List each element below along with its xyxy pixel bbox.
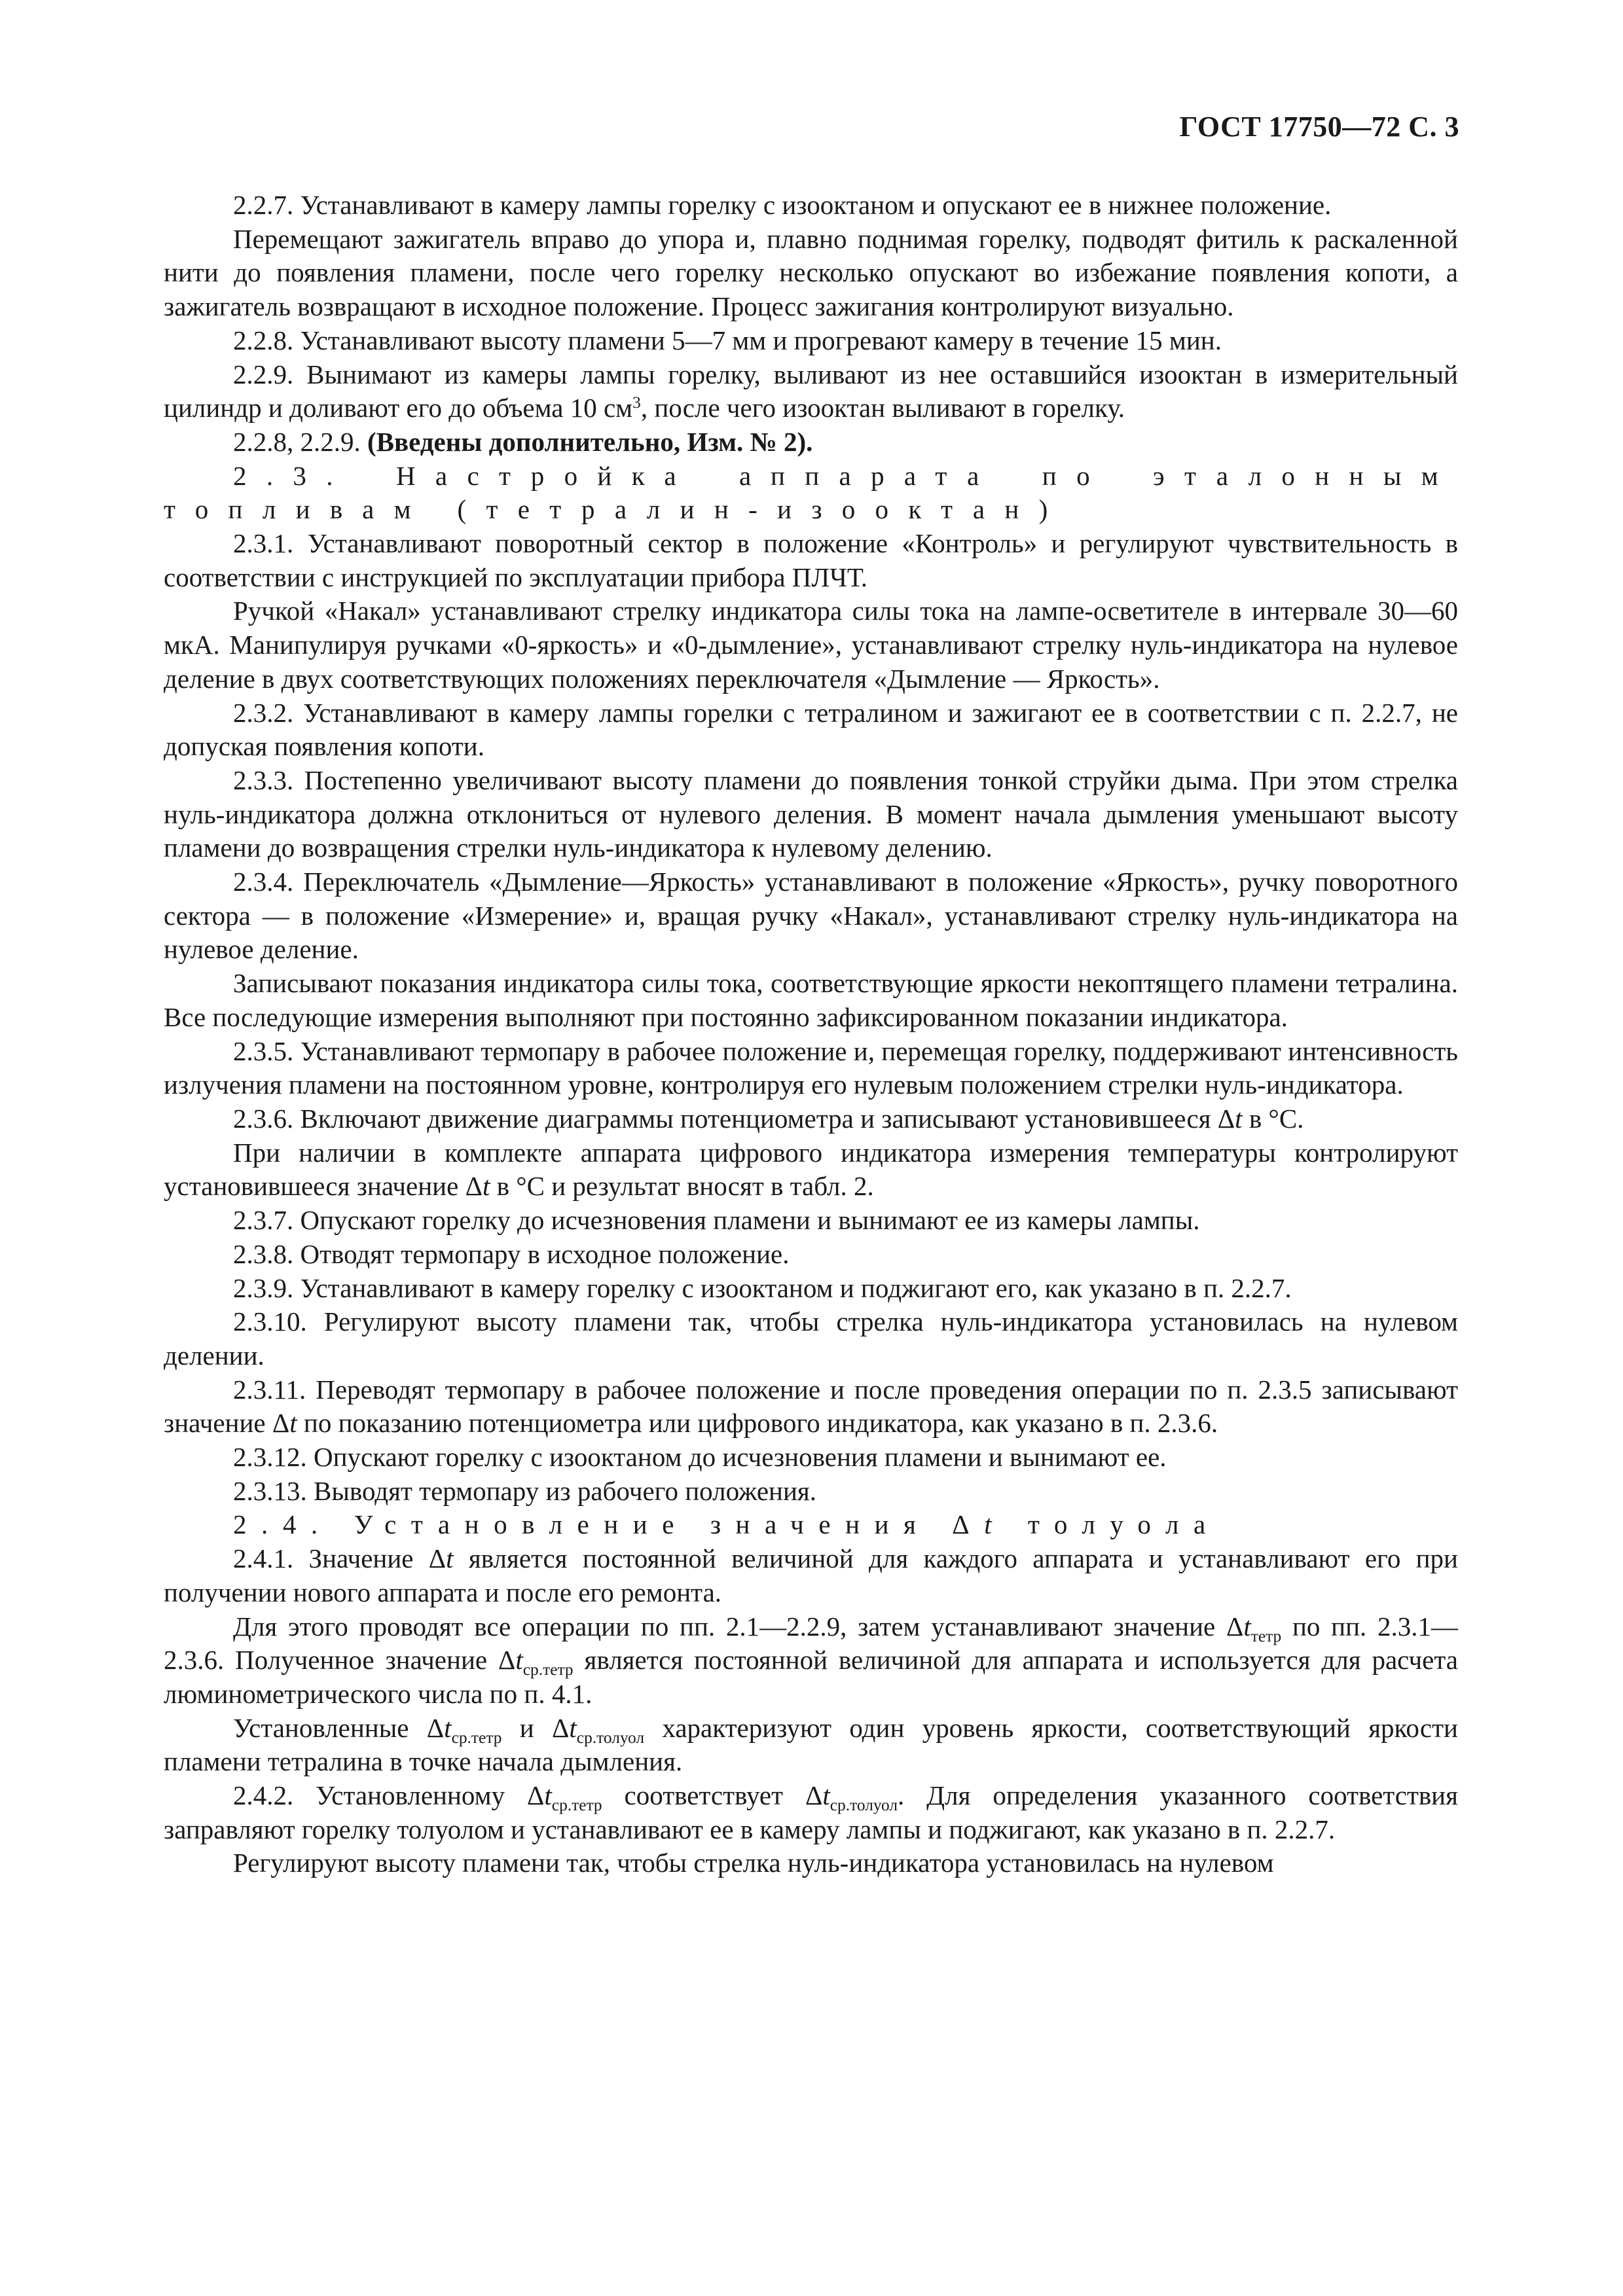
- paragraph: 2.3.7. Опускают горелку до исчезновения пламени и вынимают ее из камеры лампы.: [233, 1205, 1200, 1236]
- paragraph: При наличии в комплекте аппарата цифрового индикатора измерения температуры контролируют установившееся значение Δt в °С и результат вносят в табл. 2.: [164, 1137, 1458, 1202]
- paragraph: 2.4.1. Значение Δt является постоянной величиной для каждого аппарата и устанавливают его при получении нового аппарата и после его ремонта.: [164, 1543, 1459, 1607]
- document-body: [164, 188, 1458, 1880]
- paragraph: 2.3.13. Выводят термопару из рабочего положения.: [233, 1475, 817, 1506]
- paragraph: Ручкой «Накал» устанавливают стрелку индикатора силы тока на лампе-осветителе в интервале 30—60 мкА. Манипулируя ручками «0-яркость» и «0-дымление», устанавливают стрелку нуль-индикатора на нулевое деление в двух соответствующих положениях переключателя «Дымление — Яркость».: [164, 596, 1458, 694]
- paragraph: 2.3.12. Опускают горелку с изооктаном до исчезновения пламени и вынимают ее.: [233, 1442, 1167, 1473]
- paragraph: 2.3.8. Отводят термопару в исходное положение.: [233, 1238, 790, 1269]
- paragraph: 2.4.2. Установленному $\Delta t_{ср.тетр}$ соответствует $\Delta t_{ср.толуол}$. Для определения указанного соответствия заправляют горелку толуолом и устанавливают ее в камеру лампы и поджигают, как указано в п. 2.2.7.: [164, 1780, 1458, 1844]
- paragraph: Установленные $\Delta t_{ср.тетр}$ и $\Delta t_{ср.толуол}$ характеризуют один уровень яркости, соответствующий яркости пламени тетралина в точке начала дымления.: [164, 1712, 1458, 1777]
- page-header: ГОСТ 17750—72 С. 3: [1179, 111, 1459, 143]
- paragraph: 2.3.5. Устанавливают термопару в рабочее положение и, перемещая горелку, поддерживают интенсивность излучения пламени на постоянном уровне, контролируя его нулевым положением стрелки нуль-индикатора.: [164, 1035, 1458, 1100]
- paragraph: Записывают показания индикатора силы тока, соответствующие яркости некоптящего пламени тетралина. Все последующие измерения выполняют при постоянно зафиксированном показании индикатора.: [164, 968, 1458, 1032]
- section-heading: 2.4. Установление значения Δt толуола: [233, 1509, 1220, 1540]
- paragraph: 2.2.8, 2.2.9. (Введены дополнительно, Изм. № 2).: [233, 426, 813, 457]
- paragraph: 2.3.1. Устанавливают поворотный сектор в положение «Контроль» и регулируют чувствительность в соответствии с инструкцией по эксплуатации прибора ПЛЧТ.: [164, 528, 1458, 592]
- paragraph: 2.2.8. Устанавливают высоту пламени 5—7 мм и прогревают камеру в течение 15 мин.: [233, 325, 1222, 355]
- paragraph: Регулируют высоту пламени так, чтобы стрелка нуль-индикатора установилась на нулевом: [233, 1848, 1274, 1878]
- paragraph: 2.3.2. Устанавливают в камеру лампы горелки с тетралином и зажигают ее в соответствии с п. 2.2.7, не допуская появления копоти.: [164, 697, 1458, 762]
- paragraph: Для этого проводят все операции по пп. 2.1—2.2.9, затем устанавливают значение $\Delta t_{тетр}$ по пп. 2.3.1—2.3.6. Полученное значение $\Delta t_{ср.тетр}$ является постоянной величиной для аппарата и используется для расчета люминометрического числа по п. 4.1.: [164, 1611, 1458, 1709]
- paragraph: 2.3.3. Постепенно увеличивают высоту пламени до появления тонкой струйки дыма. При этом стрелка нуль-индикатора должна отклониться от нулевого деления. В момент начала дымления уменьшают высоту пламени до возвращения стрелки нуль-индикатора к нулевому делению.: [164, 764, 1458, 863]
- paragraph: 2.3.9. Устанавливают в камеру горелку с изооктаном и поджигают его, как указано в п. 2.2.7.: [233, 1272, 1292, 1303]
- paragraph: 2.2.7. Устанавливают в камеру лампы горелку с изооктаном и опускают ее в нижнее положение.: [233, 190, 1332, 220]
- paragraph: 2.3.10. Регулируют высоту пламени так, чтобы стрелка нуль-индикатора установилась на нулевом делении.: [164, 1306, 1458, 1371]
- paragraph: 2.3.4. Переключатель «Дымление—Яркость» устанавливают в положение «Яркость», ручку поворотного сектора — в положение «Измерение» и, вращая ручку «Накал», устанавливают стрелку нуль-индикатора на нулевое деление.: [164, 867, 1458, 965]
- paragraph: 2.3.11. Переводят термопару в рабочее положение и после проведения операции по п. 2.3.5 записывают значение Δt по показанию потенциометра или цифрового индикатора, как указано в п. 2.3.6.: [164, 1374, 1458, 1439]
- paragraph: Перемещают зажигатель вправо до упора и, плавно поднимая горелку, подводят фитиль к раскаленной нити до появления пламени, после чего горелку несколько опускают во избежание появления копоти, а зажигатель возвращают в исходное положение. Процесс зажигания контролируют визуально.: [164, 223, 1458, 322]
- section-heading: 2.3. Настройка аппарата по эталонным топливам (тетралин-изооктан): [164, 460, 1458, 525]
- paragraph: 2.3.6. Включают движение диаграммы потенциометра и записывают установившееся Δt в °С.: [233, 1103, 1304, 1134]
- paragraph: 2.2.9. Вынимают из камеры лампы горелку, выливают из нее оставшийся изооктан в измерительный цилиндр и доливают его до объема 10 $см^3$, после чего изооктан выливают в горелку.: [164, 359, 1458, 423]
